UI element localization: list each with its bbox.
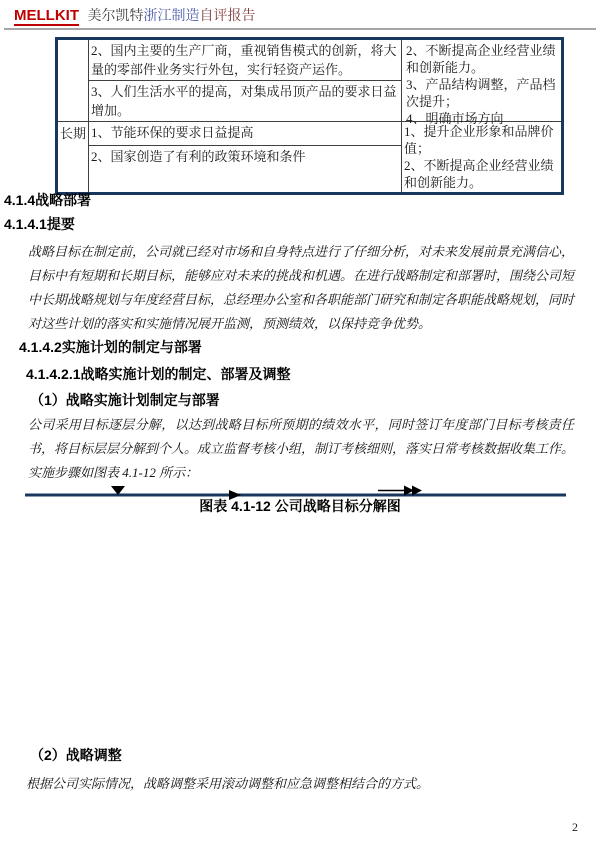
heading-4-1-4: 4.1.4战略部署 [4, 192, 92, 208]
heading-4-1-4-1: 4.1.4.1提要 [4, 216, 75, 232]
table-cell-factor-1: 2、国内主要的生产厂商，重视销售模式的创新，将大量的零部件业务实行外包，实行轻资产运作。 [89, 39, 402, 81]
header-title-report: 自评报告 [199, 9, 256, 24]
header-divider [4, 28, 596, 30]
table-cell-factor-3: 1、节能环保的要求日益提高 [89, 122, 402, 146]
strategy-table [55, 37, 564, 195]
heading-plan-deploy: （1）战略实施计划制定与部署 [30, 392, 220, 408]
goal-item: 2、不断提高企业经营业绩和创新能力。 [406, 43, 556, 75]
page-number: 2 [572, 820, 578, 834]
table-cell-goals-top [402, 39, 563, 126]
table-cell-period-empty [57, 39, 89, 122]
goal-item: 3、产品结构调整，产品档次提升； [406, 77, 556, 109]
header-company-name: 美尔凯特 [87, 9, 144, 24]
goal-item: 4、明确市场方向 [406, 111, 504, 126]
table-goals-top-clip [404, 41, 559, 126]
paragraph-plan-deploy: 公司采用目标逐层分解，以达到战略目标所预期的绩效水平，同时签订年度部门目标考核责任书，将目标层层分解到个人。成立监督考核小组，制订考核细则，落实日常考核数据收集工作。实施步骤如图表 4.1-12 所示： [28, 417, 575, 480]
goal-item: 1、提升企业形象和品牌价值； [404, 124, 554, 156]
table-cell-period-longterm: 长期 [57, 122, 89, 194]
page-header [14, 7, 256, 26]
header-title-zhejiang: 浙江制造 [143, 9, 200, 24]
company-logo: MELLKIT [14, 7, 79, 24]
heading-4-1-4-2: 4.1.4.2实施计划的制定与部署 [19, 339, 202, 355]
heading-4-1-4-2-1: 4.1.4.2.1战略实施计划的制定、部署及调整 [26, 366, 291, 382]
paragraph-strategy-summary: 战略目标在制定前，公司就已经对市场和自身特点进行了仔细分析，对未来发展前景充满信心，目标中有短期和长期目标，能够应对未来的挑战和机遇。在进行战略制定和部署时，围绕公司短中长期战略规划与年度经营目标，总经理办公室和各职能部门研究和制定各职能战略规划，同时对这些计划的落实和实施情况展开监测，预测绩效，以保持竞争优势。 [28, 244, 575, 331]
paragraph-strategy-adjust: 根据公司实际情况，战略调整采用滚动调整和应急调整相结合的方式。 [26, 776, 430, 791]
table-cell-factor-2: 3、人们生活水平的提高，对集成吊顶产品的要求日益增加。 [89, 81, 402, 122]
figure-caption: 图表 4.1-12 公司战略目标分解图 [199, 498, 401, 514]
goal-item: 2、不断提高企业经营业绩和创新能力。 [404, 158, 554, 190]
heading-strategy-adjust: （2）战略调整 [30, 747, 122, 763]
table-cell-goals-bottom [402, 122, 563, 194]
table-cell-factor-4: 2、国家创造了有利的政策环境和条件 [89, 146, 402, 194]
